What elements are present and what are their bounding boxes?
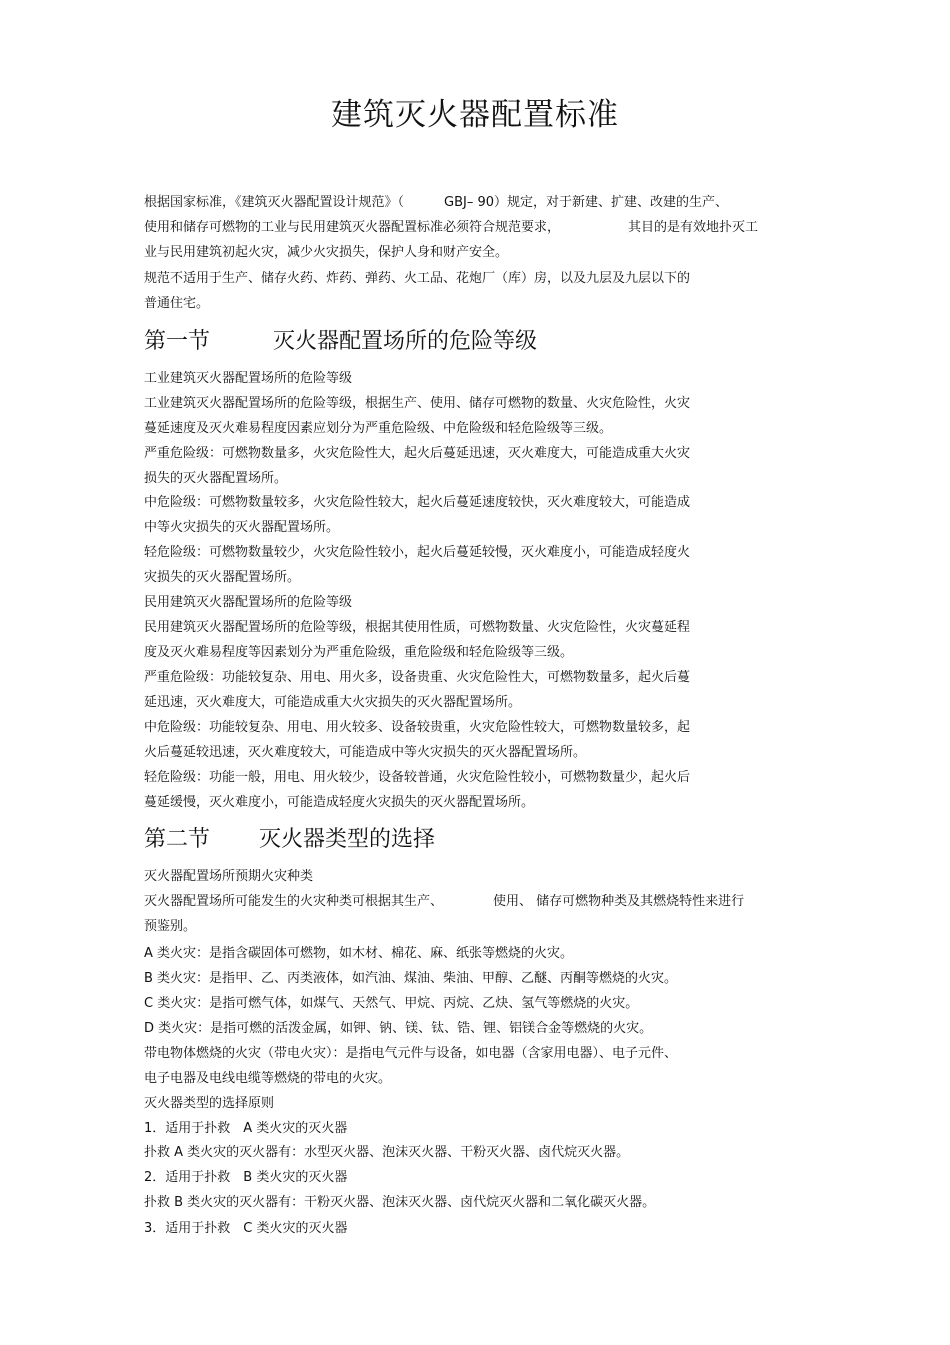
paragraph-line: 2．适用于扑救 B 类火灾的灭火器 — [144, 1170, 348, 1185]
intro-text: 其目的是有效地扑灭工 — [628, 220, 759, 235]
section-2-heading — [144, 824, 435, 856]
paragraph-line: A 类火灾：是指含碳固体可燃物，如木材、棉花、麻、纸张等燃烧的火灾。 — [144, 946, 574, 961]
intro-line-1 — [144, 190, 728, 215]
section-1-heading — [144, 326, 537, 358]
paragraph-line — [144, 889, 744, 914]
paragraph-line: 3．适用于扑救 C 类火灾的灭火器 — [144, 1221, 348, 1236]
paragraph-line: B 类火灾：是指甲、乙、丙类液体，如汽油、煤油、柴油、甲醇、乙醚、丙酮等燃烧的火灾。 — [144, 971, 678, 986]
document-title: 建筑灭火器配置标准 — [331, 97, 619, 133]
intro-line-4: 规范不适用于生产、储存火药、炸药、弹药、火工品、花炮厂（库）房，以及九层及九层以下的 — [144, 271, 691, 286]
intro-text: GBJ– 90）规定，对于新建、扩建、改建的生产、 — [444, 195, 729, 210]
section-number: 第一节 — [144, 329, 211, 354]
paragraph-line: 民用建筑灭火器配置场所的危险等级，根据其使用性质，可燃物数量、火灾危险性，火灾蔓延程 — [144, 620, 691, 635]
paragraph-line: 预鉴别。 — [144, 919, 197, 934]
paragraph-line: 扑救 B 类火灾的灭火器有：干粉灭火器、泡沫灭火器、卤代烷灭火器和二氧化碳灭火器。 — [144, 1195, 656, 1210]
paragraph-line: 火后蔓延较迅速，灭火难度较大，可能造成中等火灾损失的灭火器配置场所。 — [144, 745, 587, 760]
paragraph-line: 轻危险级：功能一般，用电、用火较少，设备较普通，火灾危险性较小，可燃物数量少，起火后 — [144, 770, 691, 785]
paragraph-line: 工业建筑灭火器配置场所的危险等级 — [144, 371, 353, 386]
paragraph-line: 灾损失的灭火器配置场所。 — [144, 570, 301, 585]
paragraph-line: 1．适用于扑救 A 类火灾的灭火器 — [144, 1121, 348, 1136]
paragraph-line: 轻危险级：可燃物数量较少，火灾危险性较小，起火后蔓延较慢，灭火难度小，可能造成轻度火 — [144, 545, 691, 560]
intro-line-5: 普通住宅。 — [144, 296, 210, 311]
section-number: 第二节 — [144, 827, 211, 852]
intro-text: 根据国家标准，《建筑灭火器配置设计规范》（ — [144, 195, 405, 210]
paragraph-line: 扑救 A 类火灾的灭火器有：水型灭火器、泡沫灭火器、干粉灭火器、卤代烷灭火器。 — [144, 1145, 630, 1160]
paragraph-line: 灭火器类型的选择原则 — [144, 1096, 275, 1111]
intro-line-3: 业与民用建筑初起火灾，减少火灾损失，保护人身和财产安全。 — [144, 245, 509, 260]
paragraph-text: 使用、 储存可燃物种类及其燃烧特性来进行 — [493, 894, 745, 909]
paragraph-line: 中危险级：可燃物数量较多，火灾危险性较大，起火后蔓延速度较快，灭火难度较大，可能造成 — [144, 495, 691, 510]
paragraph-text: 灭火器配置场所可能发生的火灾种类可根据其生产、 — [144, 894, 444, 909]
paragraph-line: D 类火灾：是指可燃的活泼金属，如钾、钠、镁、钛、锆、锂、铝镁合金等燃烧的火灾。 — [144, 1021, 653, 1036]
paragraph-line: 电子电器及电线电缆等燃烧的带电的火灾。 — [144, 1071, 392, 1086]
paragraph-line: 灭火器配置场所预期火灾种类 — [144, 869, 314, 884]
paragraph-line: 严重危险级：功能较复杂、用电、用火多，设备贵重、火灾危险性大，可燃物数量多，起火后蔓 — [144, 670, 691, 685]
paragraph-line: 蔓延缓慢，灭火难度小，可能造成轻度火灾损失的灭火器配置场所。 — [144, 795, 535, 810]
intro-text: 使用和储存可燃物的工业与民用建筑灭火器配置标准必须符合规范要求， — [144, 220, 561, 235]
paragraph-line: 蔓延速度及灭火难易程度因素应划分为严重危险级、中危险级和轻危险级等三级。 — [144, 421, 613, 436]
paragraph-line: 延迅速，灭火难度大，可能造成重大火灾损失的灭火器配置场所。 — [144, 695, 522, 710]
paragraph-line: 带电物体燃烧的火灾（带电火灾）：是指电气元件与设备，如电器（含家用电器）、电子元件、 — [144, 1046, 678, 1061]
section-title: 灭火器配置场所的危险等级 — [273, 329, 538, 354]
paragraph-line: 中等火灾损失的灭火器配置场所。 — [144, 520, 340, 535]
paragraph-line: 损失的灭火器配置场所。 — [144, 471, 288, 486]
section-title: 灭火器类型的选择 — [259, 827, 436, 852]
paragraph-line: 工业建筑灭火器配置场所的危险等级，根据生产、使用、储存可燃物的数量、火灾危险性，火灾 — [144, 396, 691, 411]
paragraph-line: 严重危险级：可燃物数量多，火灾危险性大，起火后蔓延迅速，灭火难度大，可能造成重大火灾 — [144, 446, 691, 461]
paragraph-line: 度及灭火难易程度等因素划分为严重危险级，重危险级和轻危险级等三级。 — [144, 645, 574, 660]
paragraph-line: 民用建筑灭火器配置场所的危险等级 — [144, 595, 353, 610]
intro-line-2 — [144, 215, 758, 240]
paragraph-line: 中危险级：功能较复杂、用电、用火较多、设备较贵重，火灾危险性较大，可燃物数量较多，起 — [144, 720, 691, 735]
paragraph-line: C 类火灾：是指可燃气体，如煤气、天然气、甲烷、丙烷、乙炔、氢气等燃烧的火灾。 — [144, 996, 639, 1011]
